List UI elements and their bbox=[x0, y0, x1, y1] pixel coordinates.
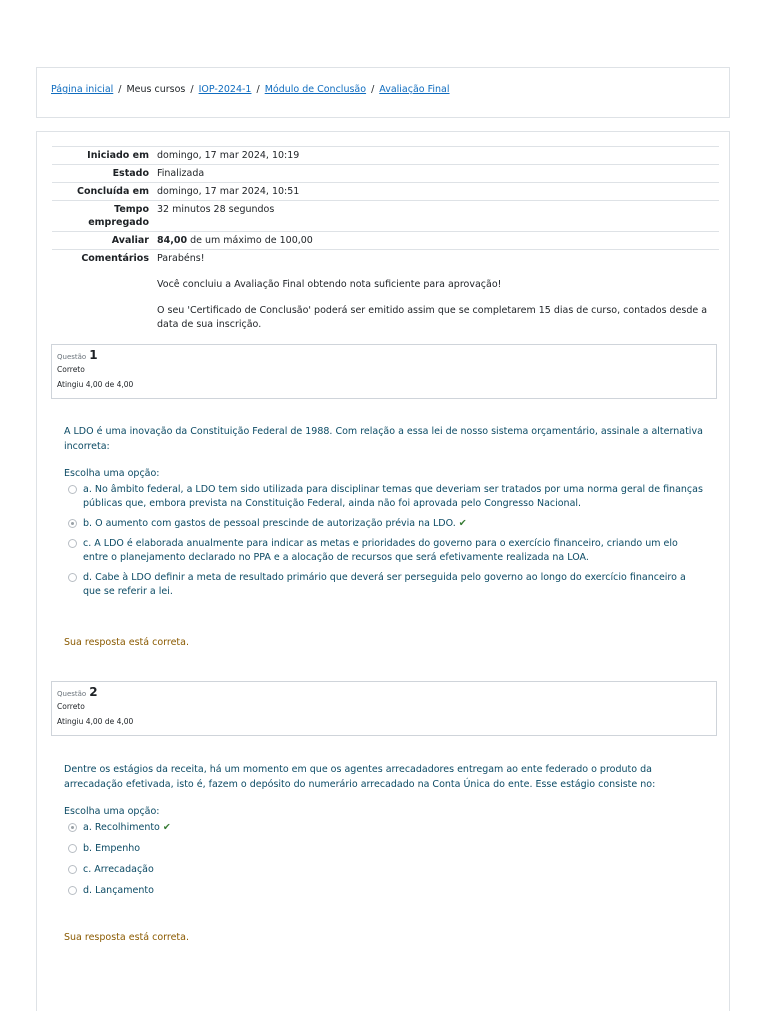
radio-button[interactable] bbox=[68, 865, 77, 874]
answer-option-a[interactable] bbox=[64, 483, 704, 511]
option-text: a. No âmbito federal, a LDO tem sido utilizada para disciplinar temas que deveriam ser tratados por uma norma geral de finanças públicas que, embora prevista na Constituição Federal, ainda não foi aprovada pelo Congresso Nacional. bbox=[83, 484, 703, 509]
comment-approval: Você concluiu a Avaliação Final obtendo nota suficiente para aprovação! bbox=[157, 279, 502, 290]
answer-option-b[interactable] bbox=[64, 517, 704, 531]
question-state: Correto bbox=[57, 702, 85, 711]
question-info-1 bbox=[51, 344, 717, 399]
time-value: 32 minutos 28 segundos bbox=[157, 201, 719, 232]
option-text: b. Empenho bbox=[83, 843, 141, 854]
radio-button-selected[interactable] bbox=[68, 823, 77, 832]
answer-option-d[interactable] bbox=[64, 884, 704, 898]
time-label: Tempo empregado bbox=[52, 201, 157, 232]
quiz-review-panel bbox=[36, 131, 730, 1011]
answer-option-d[interactable] bbox=[64, 571, 704, 599]
summary-row-grade bbox=[52, 232, 719, 250]
breadcrumb-separator: / bbox=[371, 84, 375, 95]
option-text: c. A LDO é elaborada anualmente para indicar as metas e prioridades do governo para o exercício financeiro, criando um elo entre o planejamento declarado no PPA e a alocação de recursos que será efetivamente realizada na LOA. bbox=[83, 538, 678, 563]
question-number: 1 bbox=[89, 348, 98, 362]
answer-option-b[interactable] bbox=[64, 842, 704, 856]
radio-button-selected[interactable] bbox=[68, 519, 77, 528]
breadcrumb-course-link[interactable]: IOP-2024-1 bbox=[198, 84, 252, 95]
radio-button[interactable] bbox=[68, 844, 77, 853]
radio-button[interactable] bbox=[68, 886, 77, 895]
breadcrumb-my-courses: Meus cursos bbox=[126, 84, 186, 95]
question-label: Questão bbox=[57, 690, 87, 698]
question-grade: Atingiu 4,00 de 4,00 bbox=[57, 380, 134, 389]
breadcrumb-container bbox=[36, 67, 730, 118]
summary-row-time bbox=[52, 201, 719, 232]
choose-option-prompt: Escolha uma opção: bbox=[64, 806, 160, 817]
state-value: Finalizada bbox=[157, 165, 719, 183]
started-label: Iniciado em bbox=[52, 147, 157, 165]
question-grade: Atingiu 4,00 de 4,00 bbox=[57, 717, 134, 726]
question-state: Correto bbox=[57, 365, 85, 374]
question-number: 2 bbox=[89, 685, 98, 699]
breadcrumb-module-link[interactable]: Módulo de Conclusão bbox=[264, 84, 367, 95]
comment-certificate: O seu 'Certificado de Conclusão' poderá ser emitido assim que se completarem 15 dias de curso, contados desde a data de sua inscrição. bbox=[157, 305, 708, 330]
radio-button[interactable] bbox=[68, 573, 77, 582]
summary-row-completed bbox=[52, 183, 719, 201]
completed-value: domingo, 17 mar 2024, 10:51 bbox=[157, 183, 719, 201]
breadcrumb-activity-link[interactable]: Avaliação Final bbox=[379, 84, 450, 95]
radio-button[interactable] bbox=[68, 485, 77, 494]
summary-row-state bbox=[52, 165, 719, 183]
question-feedback-1: Sua resposta está correta. bbox=[64, 637, 189, 648]
answer-option-a[interactable] bbox=[64, 821, 704, 835]
summary-row-comments bbox=[52, 250, 719, 335]
completed-label: Concluída em bbox=[52, 183, 157, 201]
started-value: domingo, 17 mar 2024, 10:19 bbox=[157, 147, 719, 165]
choose-option-prompt: Escolha uma opção: bbox=[64, 468, 160, 479]
option-text: b. O aumento com gastos de pessoal prescinde de autorização prévia na LDO. bbox=[83, 518, 456, 529]
question-text: Dentre os estágios da receita, há um momento em que os agentes arrecadadores entregam ao ente federado o produto da arrecadação efetivada, isto é, fazem o depósito do numerário arrecadado na Conta Única do ente. Esse estágio consiste no: bbox=[64, 764, 656, 790]
grade-max: de um máximo de 100,00 bbox=[190, 235, 313, 246]
breadcrumb-separator: / bbox=[256, 84, 260, 95]
question-label: Questão bbox=[57, 353, 87, 361]
option-text: a. Recolhimento bbox=[83, 822, 160, 833]
comments-label: Comentários bbox=[52, 250, 157, 335]
option-text: d. Lançamento bbox=[83, 885, 154, 896]
radio-button[interactable] bbox=[68, 539, 77, 548]
question-content-1 bbox=[64, 424, 704, 605]
breadcrumb-separator: / bbox=[190, 84, 194, 95]
option-text: d. Cabe à LDO definir a meta de resultado primário que deverá ser perseguida pelo governo ao longo do exercício financeiro a que se referir a lei. bbox=[83, 572, 686, 597]
answer-option-c[interactable] bbox=[64, 863, 704, 877]
grade-value bbox=[157, 232, 719, 250]
question-feedback-2: Sua resposta está correta. bbox=[64, 932, 189, 943]
check-icon: ✔ bbox=[162, 822, 171, 833]
question-text: A LDO é uma inovação da Constituição Federal de 1988. Com relação a essa lei de nosso sistema orçamentário, assinale a alternativa incorreta: bbox=[64, 426, 703, 452]
attempt-summary-table bbox=[52, 146, 719, 334]
grade-score: 84,00 bbox=[157, 235, 188, 246]
breadcrumb-home-link[interactable]: Página inicial bbox=[51, 84, 114, 95]
comment-congrats: Parabéns! bbox=[157, 253, 205, 264]
question-info-2 bbox=[51, 681, 717, 736]
question-content-2 bbox=[64, 762, 704, 905]
breadcrumb-separator: / bbox=[118, 84, 122, 95]
state-label: Estado bbox=[52, 165, 157, 183]
answer-option-c[interactable] bbox=[64, 537, 704, 565]
check-icon: ✔ bbox=[458, 518, 467, 529]
summary-row-started bbox=[52, 147, 719, 165]
option-text: c. Arrecadação bbox=[83, 864, 154, 875]
comments-value bbox=[157, 250, 719, 335]
breadcrumb bbox=[51, 84, 450, 95]
grade-label: Avaliar bbox=[52, 232, 157, 250]
